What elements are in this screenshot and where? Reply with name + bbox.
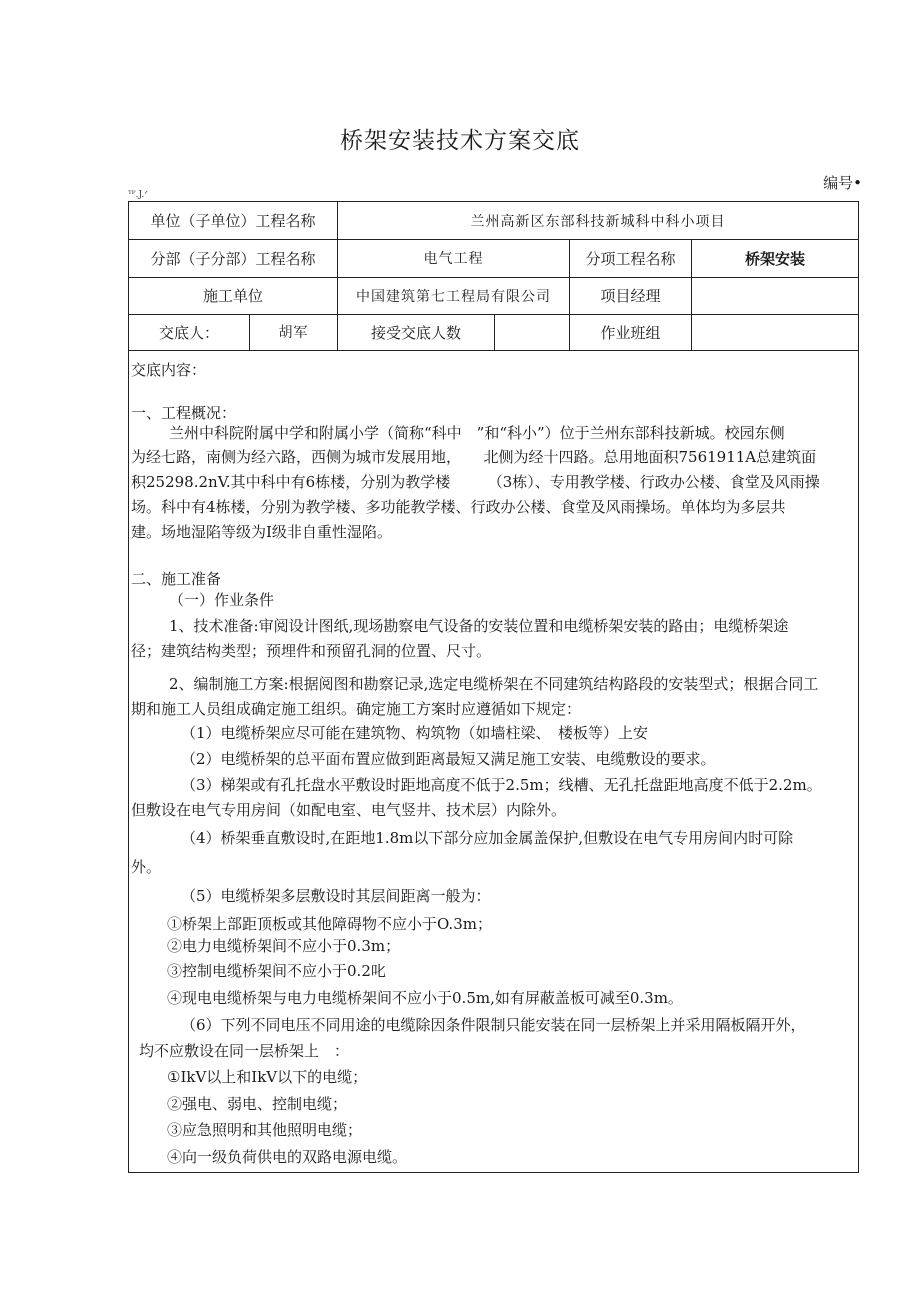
subitem-value: 桥架安装: [691, 239, 858, 277]
contractor-value: 中国建筑第七工程局有限公司: [337, 277, 569, 314]
rule-item: （6）下列不同电压不同用途的电缆除因条件限制只能安装在同一层桥架上并采用隔板隔开外，: [181, 1016, 806, 1034]
paragraph-line: 径；建筑结构类型；预埋件和预留孔洞的位置、尺寸。: [131, 642, 492, 660]
overview-line: 场。科中有4栋楼，分别为教学楼、多功能教学楼、行政办公楼、食堂及风雨操场。单体均为多层共: [131, 498, 786, 516]
division-value: 电气工程: [337, 239, 569, 277]
unit-value: 兰州高新区东部科技新城科中科小项目: [337, 202, 858, 239]
rule-item: （4）桥架垂直敷设时,在距地1.8m以下部分应加金属盖保护,但敷设在电气专用房间内时可除: [181, 829, 794, 847]
contractor-label: 施工单位: [202, 287, 263, 305]
document-number-label: 编号•: [823, 174, 862, 192]
rule-item: （5）电缆桥架多层敷设时其层间距离一般为：: [181, 887, 491, 905]
clearance-item: ④现电电缆桥架与电力电缆桥架间不应小于0.5m,如有屏蔽盖板可减至0.3m。: [167, 989, 683, 1007]
table-row-discloser: [129, 314, 858, 351]
overview-line: 为经七路，南侧为经六路，西侧为城市发展用地， 北侧为经十四路。总用地面积7561911A总建筑面: [131, 448, 817, 466]
overview-line: 兰州中科院附属中学和附属小学（简称“科中 ”和“科小”）位于兰州东部科技新城。校园东侧: [169, 424, 785, 442]
division-label: 分部（子分部）工程名称: [150, 249, 316, 268]
paragraph-line: 1、技术准备:审阅设计图纸,现场勘察电气设备的安装位置和电缆桥架安装的路由；电缆桥架途: [169, 617, 789, 635]
section-preparation-title: 二、施工准备: [131, 570, 222, 588]
overview-line: 积25298.2nV.其中科中有6栋楼，分别为教学楼 （3栋）、专用教学楼、行政办公楼、食堂及风雨操: [131, 473, 820, 491]
receivers-label: 接受交底人数: [337, 314, 494, 350]
rule-item: （1）电缆桥架应尽可能在建筑物、构筑物（如墙柱梁、 楼板等）上安: [181, 724, 649, 742]
rule-item: 均不应敷设在同一层桥架上 ：: [139, 1042, 350, 1060]
table-row-unit: [129, 202, 858, 240]
clearance-item: ③控制电缆桥架间不应小于0.2叱: [167, 962, 386, 980]
discloser-label: 交底人：: [158, 323, 219, 342]
content-heading: 交底内容：: [131, 361, 207, 379]
table-row-division: [129, 239, 858, 278]
rule-item: （2）电缆桥架的总平面布置应做到距离最短又满足施工安装、电缆敷设的要求。: [181, 750, 716, 768]
clearance-item: ①桥架上部距顶板或其他障碍物不应小于O.3m；: [167, 915, 492, 933]
cable-item: ②强电、弱电、控制电缆；: [167, 1095, 348, 1113]
rule-item: 但敷设在电气专用房间（如配电室、电气竖井、技术层）内除外。: [131, 801, 567, 819]
rule-item: 外。: [131, 858, 162, 876]
paragraph-line: 2、编制施工方案:根据阅图和勘察记录,选定电缆桥架在不同建筑结构路段的安装型式；根据合同工: [169, 675, 819, 693]
paragraph-line: 期和施工人员组成确定施工组织。确定施工方案时应遵循如下规定：: [131, 700, 582, 718]
table-row-contractor: [129, 277, 858, 315]
corner-mark: ᵀᴾ.J.ᐟ: [128, 190, 149, 200]
discloser-value: 胡军: [249, 314, 337, 350]
subsection-title: （一）作业条件: [169, 591, 275, 609]
receivers-value: [494, 314, 569, 350]
unit-label: 单位（子单位）工程名称: [150, 212, 316, 230]
cable-item: ①IkV以上和IkV以下的电缆；: [167, 1068, 368, 1086]
overview-line: 建。场地湿陷等级为I级非自重性湿陷。: [131, 523, 392, 541]
cable-item: ④向一级负荷供电的双路电源电缆。: [167, 1148, 408, 1166]
rule-item: （3）梯架或有孔托盘水平敷设时距地高度不低于2.5m；线槽、无孔托盘距地高度不低于2.2m。: [181, 776, 822, 794]
cable-item: ③应急照明和其他照明电缆；: [167, 1121, 363, 1139]
project-manager-label: 项目经理: [569, 277, 691, 314]
clearance-item: ②电力电缆桥架间不应小于0.3m；: [167, 937, 401, 955]
team-label: 作业班组: [569, 314, 691, 350]
project-manager-value: [691, 277, 858, 314]
disclosure-form: [128, 201, 859, 1173]
subitem-label: 分项工程名称: [569, 239, 691, 277]
page-title: 桥架安装技术方案交底: [340, 128, 580, 154]
team-value: [691, 314, 858, 350]
section-overview-title: 一、工程概况：: [131, 404, 237, 422]
